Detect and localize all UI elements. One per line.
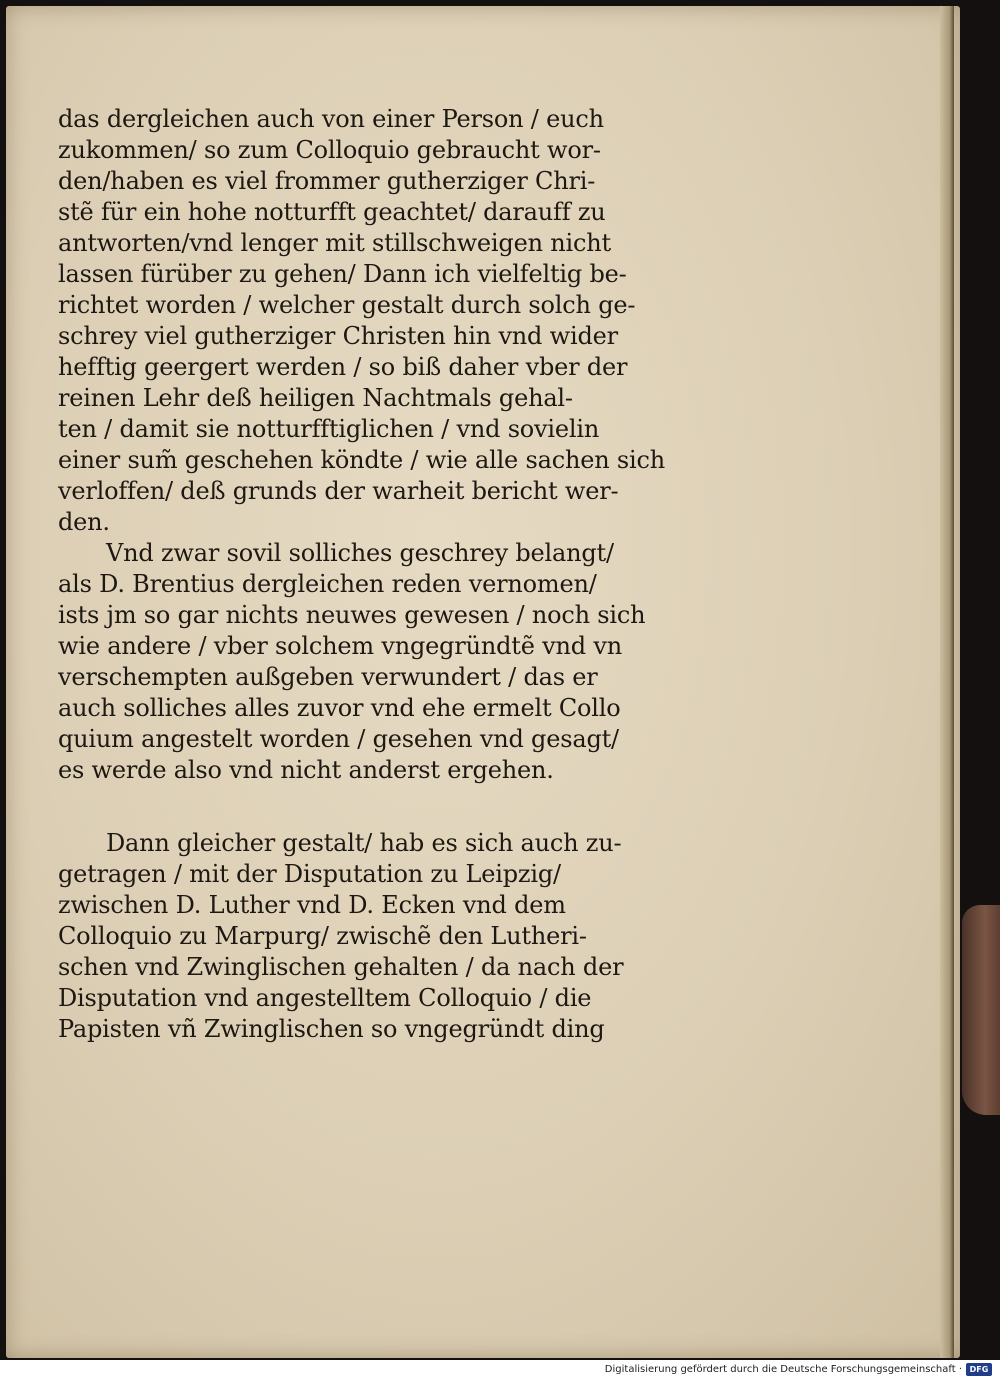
funding-credit: Digitalisierung gefördert durch die Deutsche Forschungsgemeinschaft · [604,1364,962,1375]
footer-bar [0,1360,1000,1380]
text-line: wie andere / vber solchem vngegründtẽ vnd vn [58,632,622,660]
text-line: zwischen D. Luther vnd D. Ecken vnd dem [58,891,566,919]
page-text [58,104,698,1045]
text-line: als D. Brentius dergleichen reden vernomen/ [58,570,597,598]
text-line: hefftig geergert werden / so biß daher vber der [58,353,628,381]
text-line: stẽ für ein hohe notturfft geachtet/ darauff zu [58,198,606,226]
text-line: das dergleichen auch von einer Person / euch [58,105,604,133]
text-line: Papisten vñ Zwinglischen so vngegründt ding [58,1015,605,1043]
dfg-logo-icon: DFG [966,1363,992,1376]
book-page [6,6,960,1358]
text-line: auch solliches alles zuvor vnd ehe ermelt Collo [58,694,621,722]
text-line: antworten/vnd lenger mit stillschweigen nicht [58,229,611,257]
text-line: verschempten außgeben verwundert / das er [58,663,598,691]
page-edge [940,6,954,1358]
text-line: den/haben es viel frommer gutherziger Chri‑ [58,167,596,195]
text-line: Disputation vnd angestelltem Colloquio / die [58,984,592,1012]
text-line: verloffen/ deß grunds der warheit bericht wer‑ [58,477,619,505]
text-line: lassen fürüber zu gehen/ Dann ich vielfeltig be‑ [58,260,627,288]
text-line: ists jm so gar nichts neuwes gewesen / noch sich [58,601,646,629]
text-line-indented: Vnd zwar sovil solliches geschrey belangt/ [106,539,614,567]
text-line: schrey viel gutherziger Christen hin vnd wider [58,322,618,350]
thumb-holding-page [962,905,1000,1115]
text-line: zukommen/ so zum Colloquio gebraucht wor‑ [58,136,601,164]
text-line: getragen / mit der Disputation zu Leipzig/ [58,860,561,888]
text-line: ten / damit sie notturfftiglichen / vnd sovielin [58,415,600,443]
text-line: schen vnd Zwinglischen gehalten / da nach der [58,953,624,981]
text-line: richtet worden / welcher gestalt durch solch ge‑ [58,291,636,319]
text-line: den. [58,508,110,536]
text-line-indented: Dann gleicher gestalt/ hab es sich auch zu‑ [106,829,622,857]
paragraph-gap [58,786,698,828]
text-line: quium angestelt worden / gesehen vnd gesagt/ [58,725,619,753]
text-line: einer sum̃ geschehen köndte / wie alle sachen sich [58,446,665,474]
text-line: Colloquio zu Marpurg/ zwischẽ den Lutheri‑ [58,922,587,950]
text-line: reinen Lehr deß heiligen Nachtmals gehal‑ [58,384,573,412]
text-line: es werde also vnd nicht anderst ergehen. [58,756,554,784]
